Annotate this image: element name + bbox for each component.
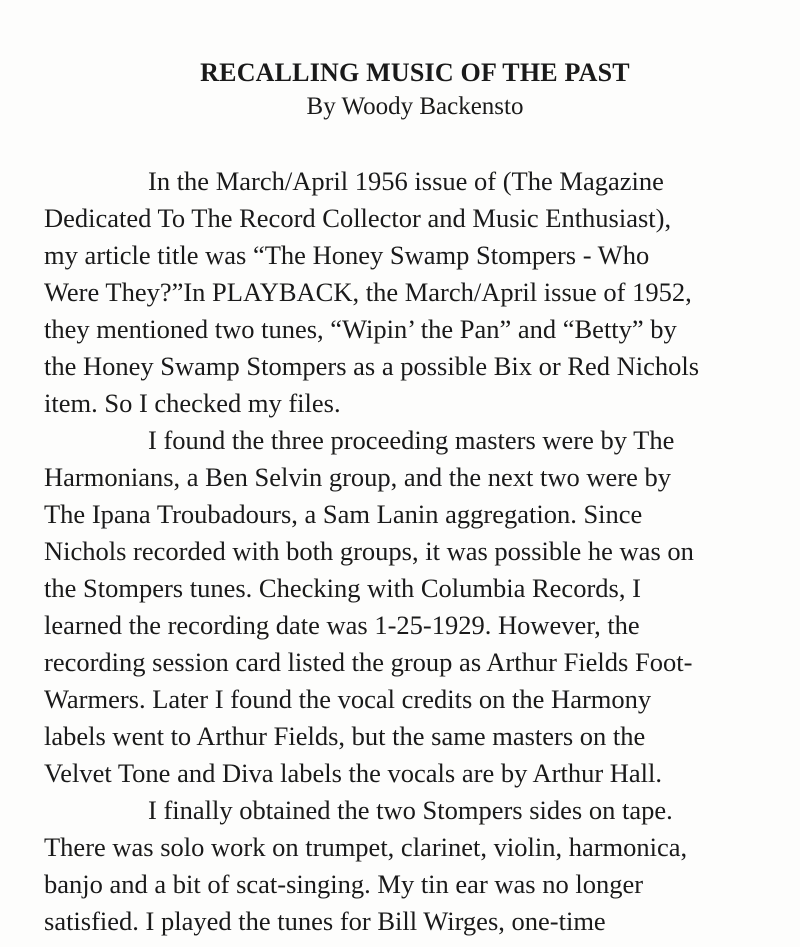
- text-line: they mentioned two tunes, “Wipin’ the Pan” and “Betty” by: [44, 314, 677, 344]
- article-body: [44, 163, 784, 940]
- text-line: Nichols recorded with both groups, it was possible he was on: [44, 536, 694, 566]
- text-line: my article title was “The Honey Swamp Stompers - Who: [44, 240, 650, 270]
- text-line: Velvet Tone and Diva labels the vocals are by Arthur Hall.: [44, 758, 663, 788]
- text-line: recording session card listed the group as Arthur Fields Foot-: [44, 647, 693, 677]
- article-title: RECALLING MUSIC OF THE PAST: [200, 58, 630, 87]
- text-line: labels went to Arthur Fields, but the same masters on the: [44, 721, 646, 751]
- text-line: Harmonians, a Ben Selvin group, and the next two were by: [44, 462, 672, 492]
- text-line: Warmers. Later I found the vocal credits on the Harmony: [44, 684, 652, 714]
- text-line: learned the recording date was 1-25-1929. However, the: [44, 610, 640, 640]
- text-line: I found the three proceeding masters were by The: [148, 425, 675, 455]
- text-line: item. So I checked my files.: [44, 388, 341, 418]
- text-line: the Stompers tunes. Checking with Columbia Records, I: [44, 573, 641, 603]
- text-line: Were They?”In PLAYBACK, the March/April issue of 1952,: [44, 277, 692, 307]
- text-line: There was solo work on trumpet, clarinet, violin, harmonica,: [44, 832, 688, 862]
- article-byline: By Woody Backensto: [306, 93, 524, 120]
- text-line: banjo and a bit of scat-singing. My tin ear was no longer: [44, 869, 644, 899]
- text-line: The Ipana Troubadours, a Sam Lanin aggregation. Since: [44, 499, 643, 529]
- text-line: the Honey Swamp Stompers as a possible Bix or Red Nichols: [44, 351, 700, 381]
- text-line: In the March/April 1956 issue of (The Magazine: [148, 166, 664, 196]
- text-line: I finally obtained the two Stompers sides on tape.: [148, 795, 673, 825]
- text-line: Dedicated To The Record Collector and Music Enthusiast),: [44, 203, 672, 233]
- text-line: satisfied. I played the tunes for Bill Wirges, one-time: [44, 906, 606, 936]
